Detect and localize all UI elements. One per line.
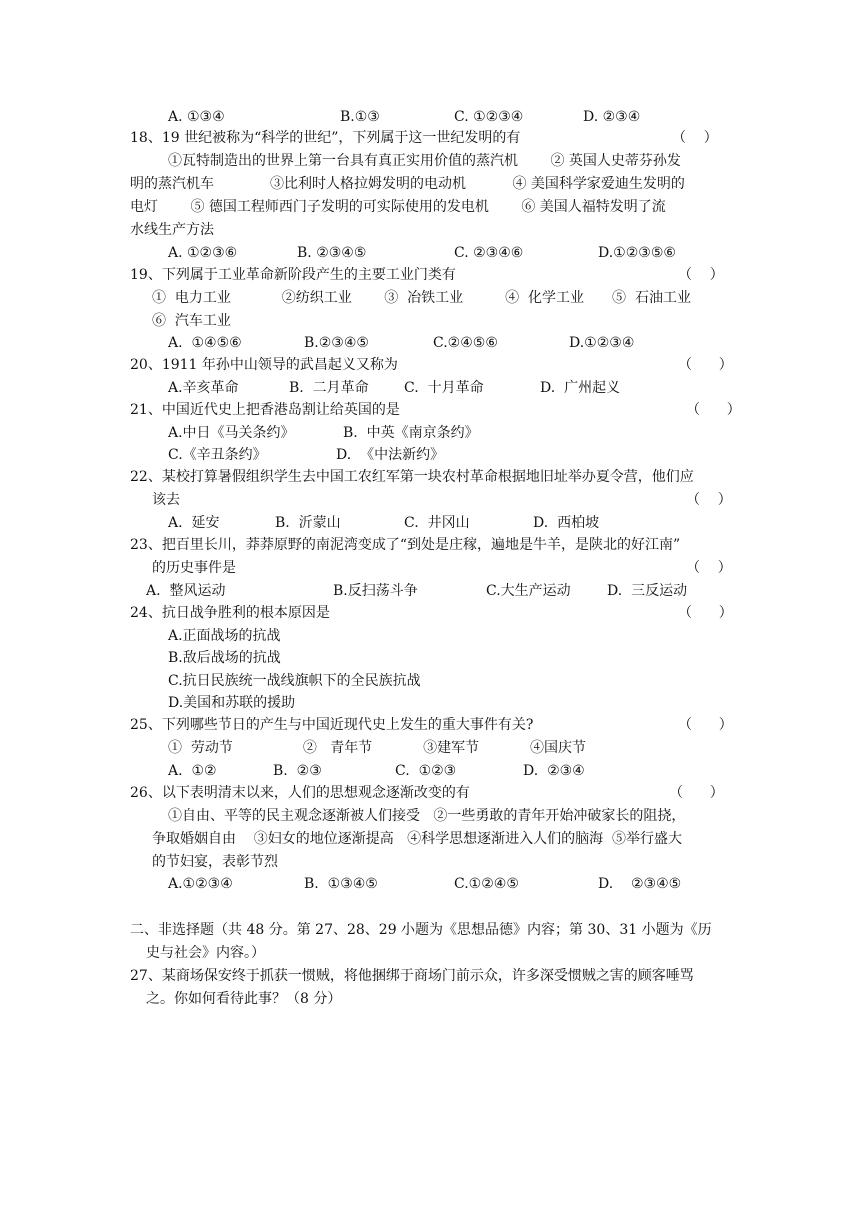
q26-option-c: C.①②④⑤ bbox=[454, 876, 519, 892]
q22-option-a: A. 延安 bbox=[168, 515, 220, 531]
q19-option-a: A. ①④⑤⑥ bbox=[168, 335, 242, 351]
q20-option-b: B. 二月革命 bbox=[289, 380, 369, 396]
q19-answer-paren: （ ） bbox=[678, 267, 724, 283]
q23-option-b: B.反扫荡斗争 bbox=[333, 583, 418, 599]
q24-option-d: D.美国和苏联的援助 bbox=[168, 695, 296, 711]
q23-stem: 23、把百里长川，莽莽原野的南泥湾变成了“到处是庄稼，遍地是牛羊，是陕北的好江南” bbox=[130, 537, 681, 553]
q18-answer-paren: （ ） bbox=[672, 130, 718, 146]
q26-option-a: A.①②③④ bbox=[168, 876, 233, 892]
q24-option-c: C.抗日民族统一战线旗帜下的全民族抗战 bbox=[168, 673, 421, 689]
q17-option-b: B.①③ bbox=[340, 109, 380, 125]
q25-option-d: D. ②③④ bbox=[523, 763, 585, 779]
q22-stem-continued: 该去 bbox=[152, 492, 180, 508]
q25-body-line: ① 劳动节 ② 青年节 ③建军节 ④国庆节 bbox=[168, 740, 587, 756]
q18-option-d: D.①②③⑤⑥ bbox=[598, 245, 676, 261]
q18-body-line: 明的蒸汽机车 ③比利时人格拉姆发明的电动机 ④ 美国科学家爱迪生发明的 bbox=[130, 176, 685, 192]
q21-answer-paren: （ ） bbox=[686, 402, 741, 418]
q18-body-line: ①瓦特制造出的世界上第一台具有真正实用价值的蒸汽机 ② 英国人史蒂芬孙发 bbox=[168, 153, 681, 169]
q24-answer-paren: （ ） bbox=[678, 605, 733, 621]
q18-option-a: A. ①②③⑥ bbox=[168, 245, 238, 261]
q24-option-a: A.正面战场的抗战 bbox=[168, 628, 281, 644]
q23-option-a: A. 整风运动 bbox=[146, 583, 226, 599]
q26-answer-paren: （ ） bbox=[669, 785, 724, 801]
q20-option-c: C. 十月革命 bbox=[404, 380, 484, 396]
q21-stem: 21、中国近代史上把香港岛割让给英国的是 bbox=[130, 402, 400, 418]
q23-option-c: C.大生产运动 bbox=[486, 583, 571, 599]
q17-option-d: D. ②③④ bbox=[583, 109, 641, 125]
q17-option-c: C. ①②③④ bbox=[454, 109, 524, 125]
q24-option-b: B.敌后战场的抗战 bbox=[168, 650, 281, 666]
q27-stem: 27、某商场保安终于抓获一惯贼，将他捆绑于商场门前示众，许多深受惯贼之害的顾客唾骂 bbox=[130, 968, 694, 984]
q17-option-a: A. ①③④ bbox=[168, 109, 225, 125]
q22-option-d: D. 西柏坡 bbox=[533, 515, 600, 531]
q26-body-line: ①自由、平等的民主观念逐渐被人们接受 ②一些勇敢的青年开始冲破家长的阻挠， bbox=[168, 808, 686, 824]
q26-stem: 26、以下表明清末以来，人们的思想观念逐渐改变的有 bbox=[130, 785, 470, 801]
q22-stem: 22、某校打算暑假组织学生去中国工农红军第一块农村革命根据地旧址举办夏令营，他们应 bbox=[130, 469, 694, 485]
q26-body-line: 争取婚姻自由 ③妇女的地位逐渐提高 ④科学思想逐渐进入人们的脑海 ⑤举行盛大 bbox=[152, 831, 683, 847]
section-heading-continued: 史与社会》内容。） bbox=[146, 945, 265, 961]
q19-body-line: ① 电力工业 ②纺织工业 ③ 冶铁工业 ④ 化学工业 ⑤ 石油工业 bbox=[152, 290, 691, 306]
q20-option-d: D. 广州起义 bbox=[540, 380, 621, 396]
q24-stem: 24、抗日战争胜利的根本原因是 bbox=[130, 605, 330, 621]
q19-stem: 19、下列属于工业革命新阶段产生的主要工业门类有 bbox=[130, 267, 456, 283]
q21-option-a: A.中日《马关条约》 bbox=[168, 425, 295, 441]
q22-answer-paren: （ ） bbox=[686, 492, 732, 508]
q20-option-a: A.辛亥革命 bbox=[168, 380, 239, 396]
q18-option-c: C. ②③④⑥ bbox=[454, 245, 524, 261]
q26-option-d: D. ②③④⑤ bbox=[598, 876, 682, 892]
q20-stem: 20、1911 年孙中山领导的武昌起义又称为 bbox=[130, 357, 398, 373]
q18-option-b: B. ②③④⑤ bbox=[297, 245, 367, 261]
q19-option-c: C.②④⑤⑥ bbox=[433, 335, 498, 351]
q27-stem-continued: 之。你如何看待此事？（8 分） bbox=[146, 991, 342, 1007]
q18-body-line: 水线生产方法 bbox=[130, 222, 214, 238]
q23-answer-paren: （ ） bbox=[686, 560, 732, 576]
q19-body-line: ⑥ 汽车工业 bbox=[152, 313, 231, 329]
q25-answer-paren: （ ） bbox=[678, 717, 733, 733]
q21-option-c: C.《辛丑条约》 bbox=[168, 447, 267, 463]
q21-option-b: B. 中英《南京条约》 bbox=[343, 425, 479, 441]
q26-body-line: 的节妇宴，表彰节烈 bbox=[152, 854, 278, 870]
q23-option-d: D. 三反运动 bbox=[607, 583, 688, 599]
q22-option-b: B. 沂蒙山 bbox=[275, 515, 341, 531]
q25-option-c: C. ①②③ bbox=[395, 763, 457, 779]
q18-body-line: 电灯 ⑤ 德国工程师西门子发明的可实际使用的发电机 ⑥ 美国人福特发明了流 bbox=[130, 199, 666, 215]
q25-option-b: B. ②③ bbox=[273, 763, 322, 779]
q20-answer-paren: （ ） bbox=[678, 357, 733, 373]
q19-option-d: D.①②③④ bbox=[569, 335, 635, 351]
section-heading: 二、非选择题（共 48 分。第 27、28、29 小题为《思想品德》内容；第 30、31 小题为《历 bbox=[130, 922, 712, 938]
q22-option-c: C. 井冈山 bbox=[404, 515, 470, 531]
q25-stem: 25、下列哪些节日的产生与中国近现代史上发生的重大事件有关? bbox=[130, 717, 534, 733]
q21-option-d: D. 《中法新约》 bbox=[336, 447, 445, 463]
q25-option-a: A. ①② bbox=[168, 763, 217, 779]
q26-option-b: B. ①③④⑤ bbox=[304, 876, 378, 892]
q18-stem: 18、19 世纪被称为“科学的世纪”，下列属于这一世纪发明的有 bbox=[130, 130, 521, 146]
q23-stem-continued: 的历史事件是 bbox=[152, 560, 236, 576]
q19-option-b: B.②③④⑤ bbox=[304, 335, 369, 351]
